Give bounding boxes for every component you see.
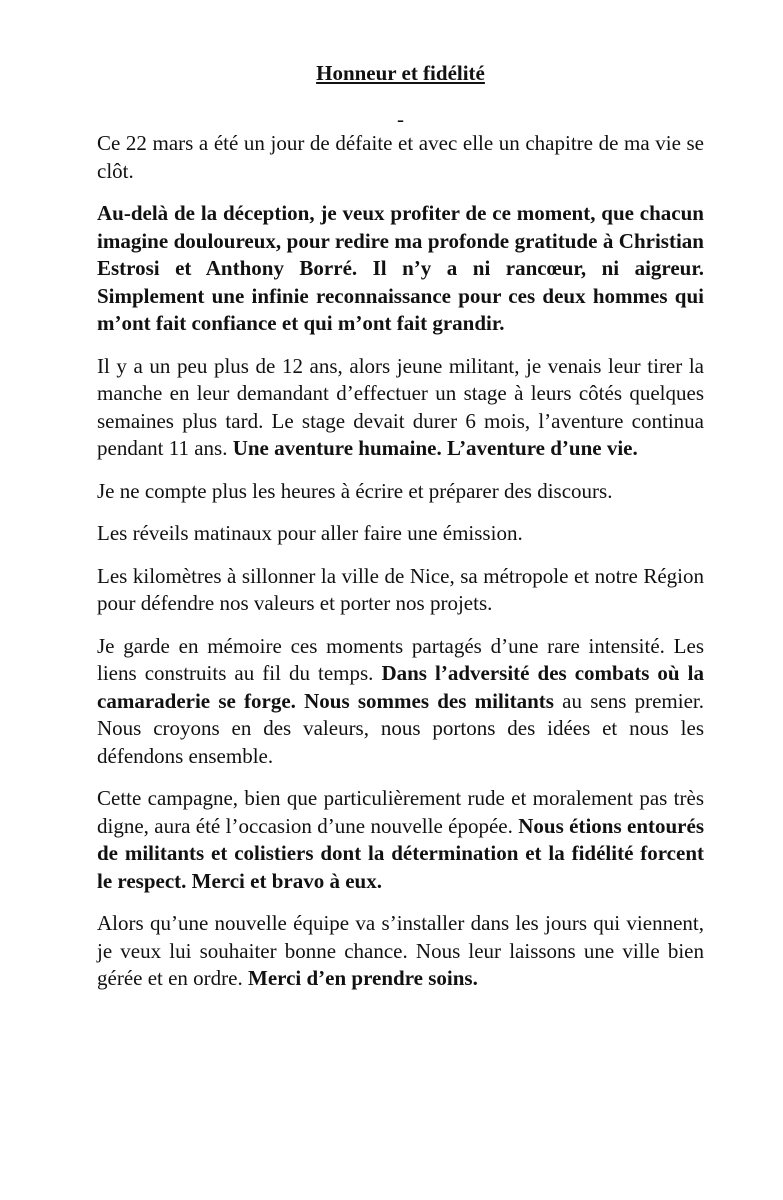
paragraph-text: Les kilomètres à sillonner la ville de Nice, sa métropole et notre Région pour défendre nos valeurs et porter nos projets. xyxy=(97,563,704,615)
paragraph-6 xyxy=(97,563,704,618)
paragraph-text-bold: Merci d’en prendre soins. xyxy=(248,966,478,990)
paragraph-text: Alors qu’une nouvelle équipe va s’installer dans les jours qui viennent, je veux lui souhaiter bonne chance. Nous leur laissons une ville bien gérée et en ordre. xyxy=(97,911,704,990)
paragraph-text: Cette campagne, bien que particulièrement rude et moralement pas très digne, aura été l’occasion d’une nouvelle épopée. xyxy=(97,786,704,838)
paragraph-4 xyxy=(97,478,704,506)
document-page xyxy=(97,58,704,1008)
paragraph-text: Il y a un peu plus de 12 ans, alors jeune militant, je venais leur tirer la manche en leur demandant d’effectuer un stage à leurs côtés quelques semaines plus tard. Le stage devait durer 6 mois, l’aventure continua pendant 11 ans. xyxy=(97,353,704,460)
paragraph-text: au sens premier. Nous croyons en des valeurs, nous portons des idées et nous les défendons ensemble. xyxy=(97,688,704,768)
paragraph-text: Les réveils matinaux pour aller faire une émission. xyxy=(97,521,523,545)
paragraph-text: Je garde en mémoire ces moments partagés d’une rare intensité. Les liens construits au fil du temps. xyxy=(97,633,704,685)
paragraph-text-bold: Au-delà de la déception, je veux profiter de ce moment, que chacun imagine douloureux, pour redire ma profonde gratitude à Christian Estrosi et Anthony Borré. Il n’y a ni rancœur, ni aigreur. Simplement une infinie reconnaissance pour ces deux hommes qui m’ont fait confiance et qui m’ont fait grandir. xyxy=(97,201,704,335)
paragraph-text-bold: Dans l’adversité des combats où la camaraderie se forge. Nous sommes des militants xyxy=(97,661,704,713)
paragraph-5 xyxy=(97,520,704,548)
title-separator: - xyxy=(397,107,404,131)
paragraph-2 xyxy=(97,200,704,338)
paragraph-3 xyxy=(97,353,704,463)
paragraph-text: Ce 22 mars a été un jour de défaite et avec elle un chapitre de ma vie se clôt. xyxy=(97,131,704,183)
document-title: Honneur et fidélité xyxy=(316,61,485,85)
paragraph-9 xyxy=(97,910,704,993)
paragraph-7 xyxy=(97,633,704,771)
paragraph-text-bold: Une aventure humaine. L’aventure d’une vie. xyxy=(232,436,638,460)
paragraph-text: Je ne compte plus les heures à écrire et préparer des discours. xyxy=(97,478,613,503)
paragraph-text-bold: Nous étions entourés de militants et colistiers dont la détermination et la fidélité forcent le respect. Merci et bravo à eux. xyxy=(97,813,704,893)
paragraph-8 xyxy=(97,785,704,895)
paragraph-1 xyxy=(97,130,704,185)
